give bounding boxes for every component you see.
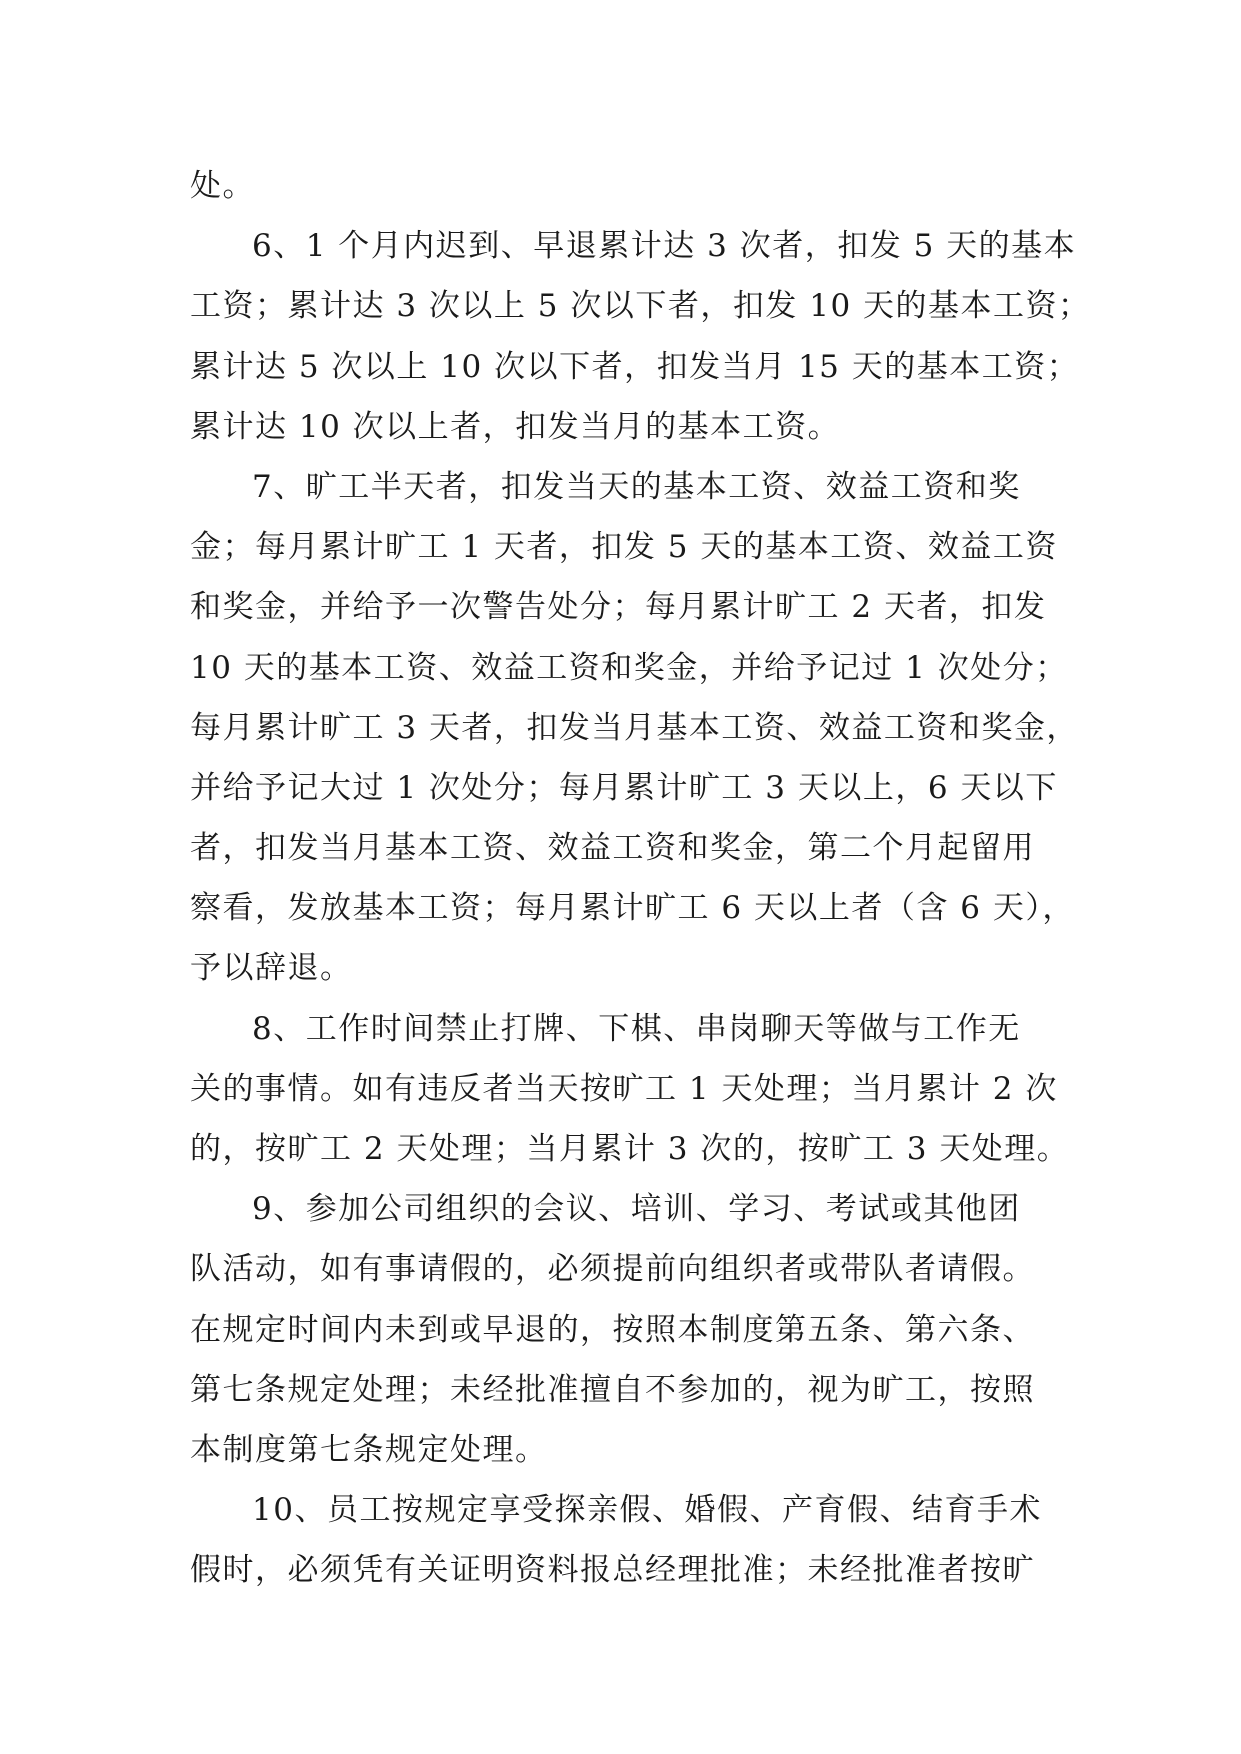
paragraph-first-line: 10、员工按规定享受探亲假、婚假、产育假、结育手术 <box>252 1492 1042 1529</box>
paragraph-first-line: 7、旷工半天者，扣发当天的基本工资、效益工资和奖 <box>252 468 1021 505</box>
paragraph-line: 每月累计旷工 3 天者，扣发当月基本工资、效益工资和奖金， <box>190 709 1079 746</box>
paragraph-line: 工资；累计达 3 次以上 5 次以下者，扣发 10 天的基本工资； <box>190 288 1091 325</box>
paragraph-first-line: 9、参加公司组织的会议、培训、学习、考试或其他团 <box>252 1191 1021 1228</box>
paragraph-first-line: 6、1 个月内迟到、早退累计达 3 次者，扣发 5 天的基本 <box>252 228 1077 265</box>
paragraph-line: 并给予记大过 1 次处分；每月累计旷工 3 天以上，6 天以下 <box>190 769 1058 806</box>
paragraph-line: 的，按旷工 2 天处理；当月累计 3 次的，按旷工 3 天处理。 <box>190 1131 1070 1167</box>
paragraph-line: 在规定时间内未到或早退的，按照本制度第五条、第六条、 <box>190 1311 1035 1348</box>
paragraph-line: 予以辞退。 <box>190 950 353 987</box>
paragraph-line: 第七条规定处理；未经批准擅自不参加的，视为旷工，按照 <box>190 1371 1035 1408</box>
document-body <box>190 156 1091 1601</box>
paragraph-line: 处。 <box>190 168 255 204</box>
paragraph-line: 和奖金，并给予一次警告处分；每月累计旷工 2 天者，扣发 <box>190 589 1047 626</box>
paragraph-line: 关的事情。如有违反者当天按旷工 1 天处理；当月累计 2 次 <box>190 1070 1058 1107</box>
paragraph-line: 10 天的基本工资、效益工资和奖金，并给予记过 1 次处分； <box>190 649 1068 686</box>
paragraph-line: 金；每月累计旷工 1 天者，扣发 5 天的基本工资、效益工资 <box>190 529 1058 566</box>
paragraph-line: 假时，必须凭有关证明资料报总经理批准；未经批准者按旷 <box>190 1552 1035 1589</box>
paragraph-line: 察看，发放基本工资；每月累计旷工 6 天以上者（含 6 天）， <box>190 890 1075 927</box>
paragraph-line: 者，扣发当月基本工资、效益工资和奖金，第二个月起留用 <box>190 830 1035 867</box>
paragraph-line: 队活动，如有事请假的，必须提前向组织者或带队者请假。 <box>190 1251 1035 1288</box>
paragraph-line: 累计达 5 次以上 10 次以下者，扣发当月 15 天的基本工资； <box>190 348 1080 385</box>
paragraph-first-line: 8、工作时间禁止打牌、下棋、串岗聊天等做与工作无 <box>252 1010 1021 1047</box>
paragraph-line: 累计达 10 次以上者，扣发当月的基本工资。 <box>190 408 841 445</box>
paragraph-line: 本制度第七条规定处理。 <box>190 1431 548 1468</box>
